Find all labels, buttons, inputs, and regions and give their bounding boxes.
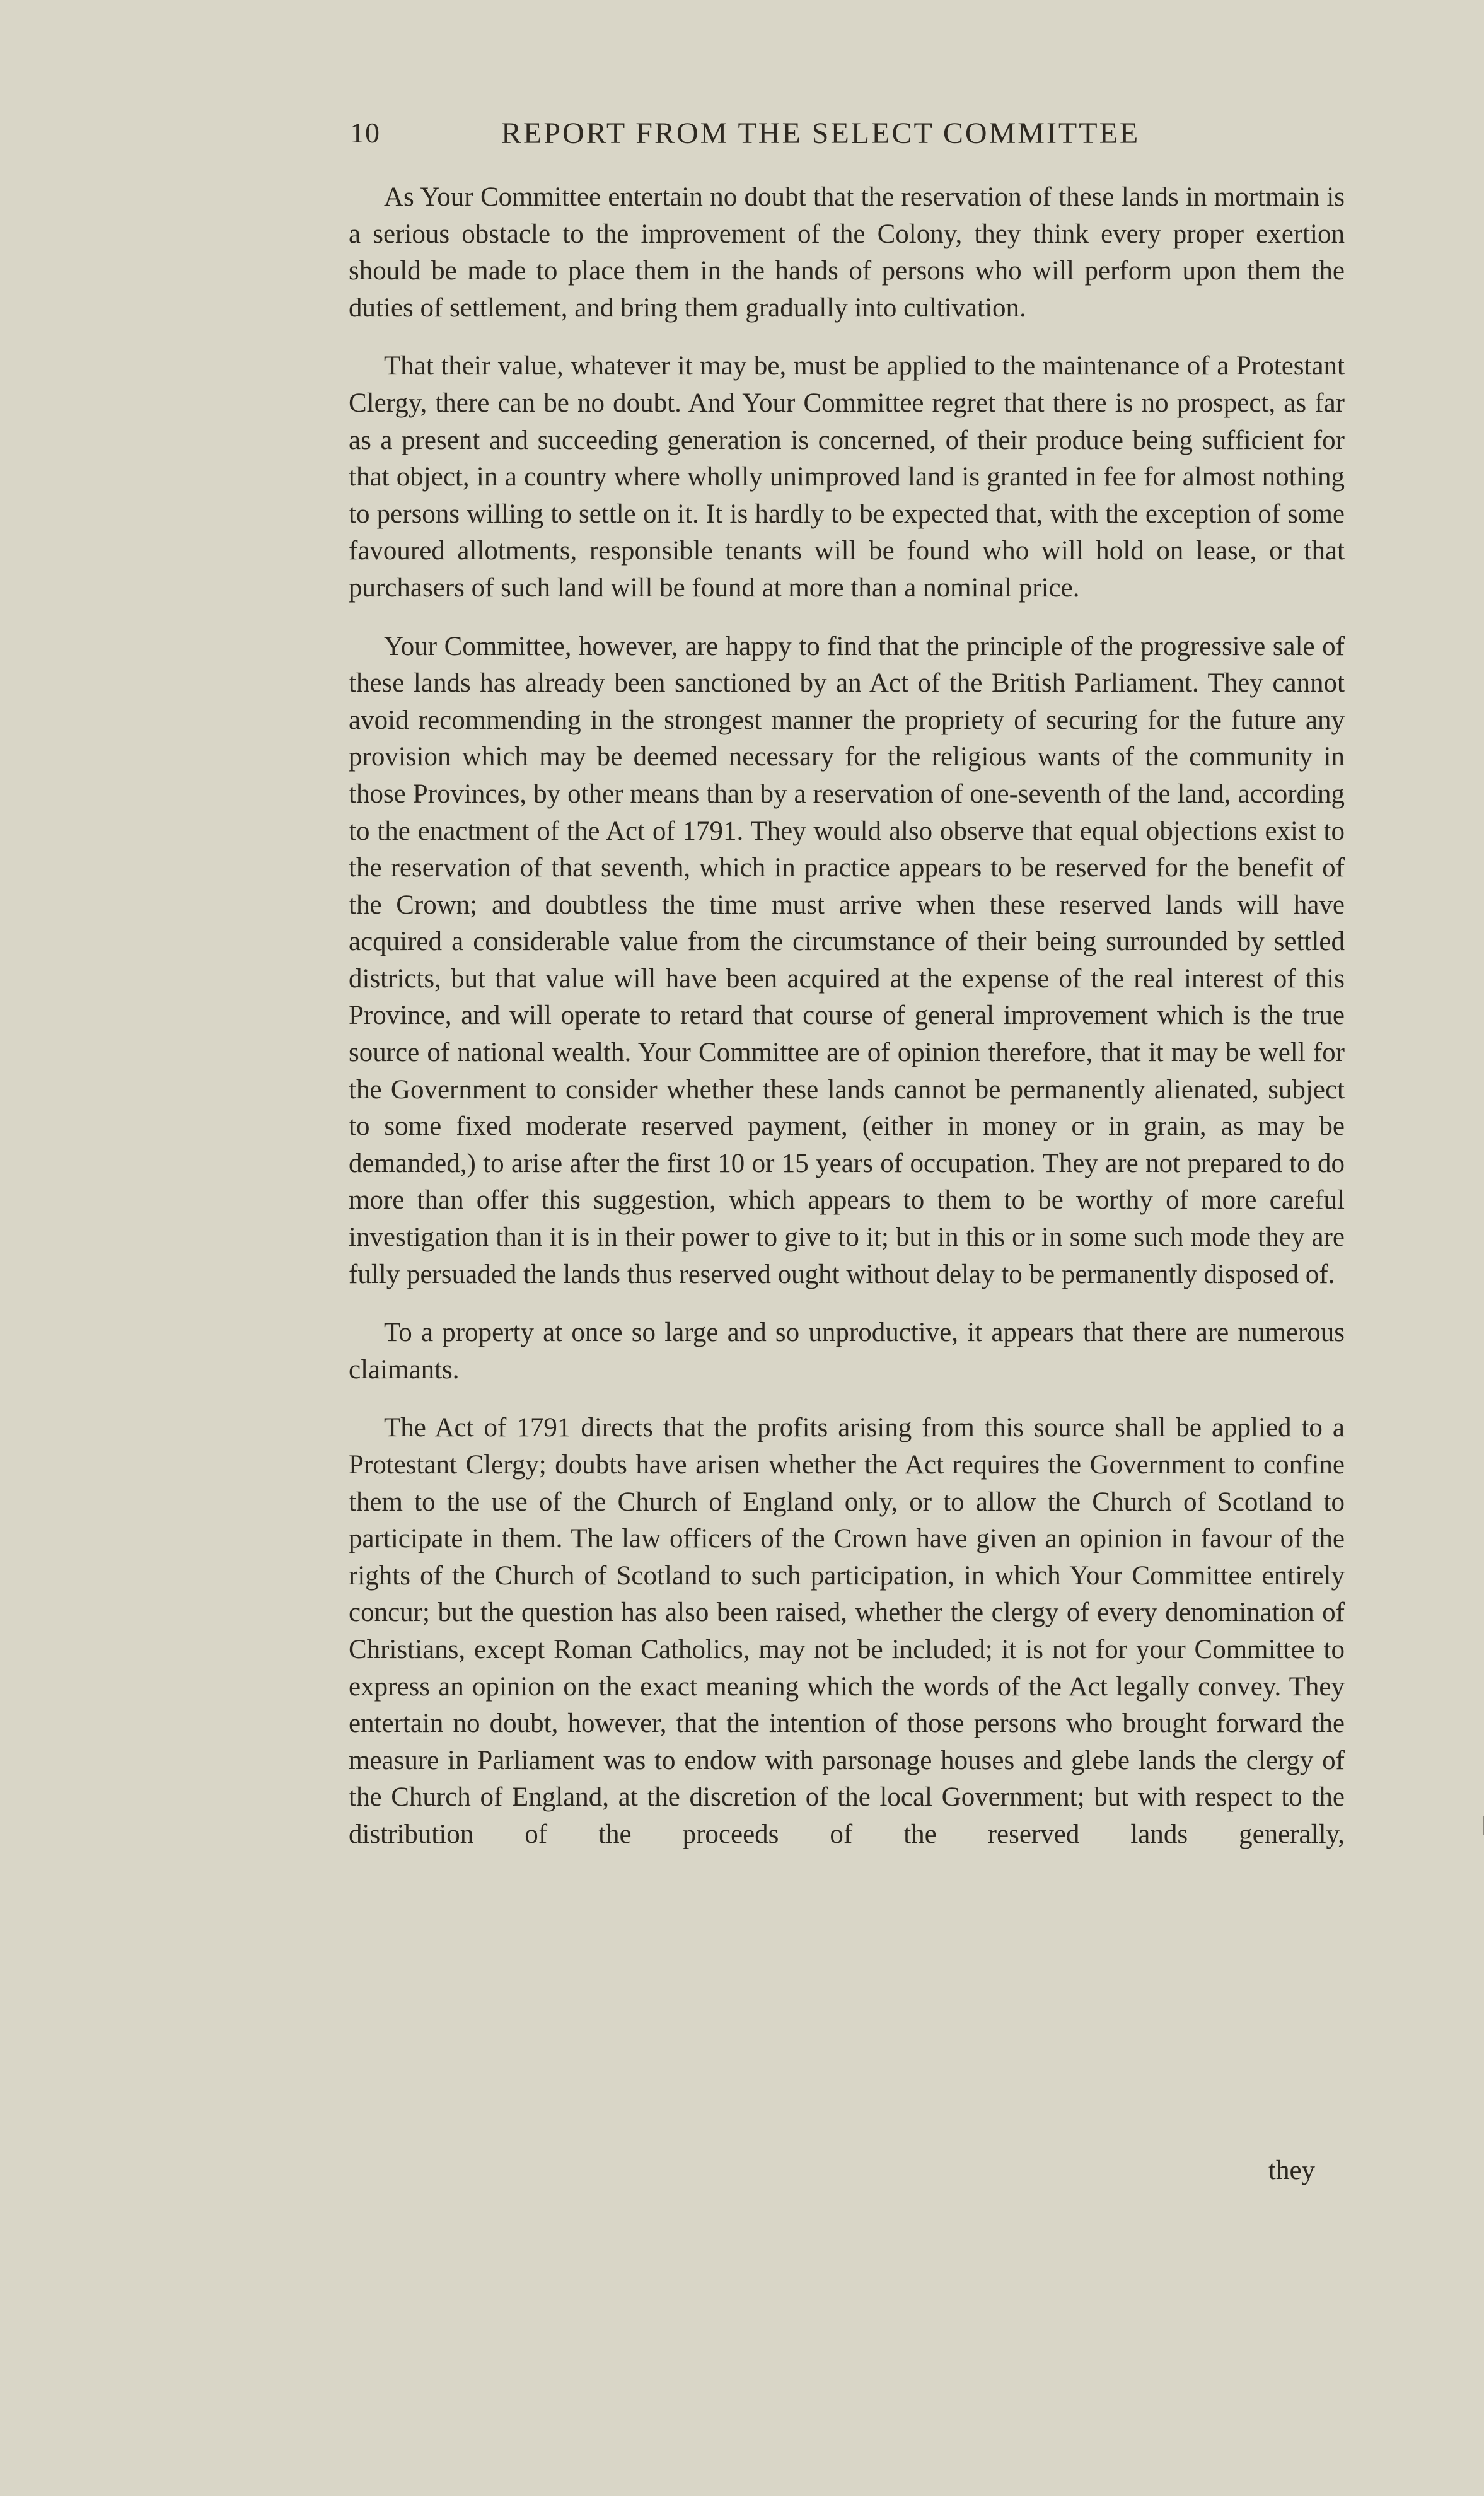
page-number: 10 bbox=[350, 117, 380, 149]
body-text bbox=[349, 179, 1345, 1875]
paragraph: Your Committee, however, are happy to find that the principle of the progressive sale of these lands has already been sanctioned by an Act of the British Parliament. They cannot avoid recommending in the strongest manner the propriety of securing for the future any provision which may be deemed necessary for the religious wants of the community in those Provinces, by other means than by a reservation of one-seventh of the land, according to the enactment of the Act of 1791. They would also observe that equal objections exist to the reservation of that seventh, which in practice appears to be reserved for the benefit of the Crown; and doubtless the time must arrive when these reserved lands will have acquired a considerable value from the circumstance of their being surrounded by settled districts, but that value will have been acquired at the expense of the real interest of this Province, and will operate to retard that course of general improvement which is the true source of national wealth. Your Committee are of opinion therefore, that it may be well for the Government to consider whether these lands cannot be permanently alienated, subject to some fixed moderate reserved payment, (either in money or in grain, as may be demanded,) to arise after the first 10 or 15 years of occupation. They are not prepared to do more than offer this suggestion, which appears to them to be worthy of more careful investigation than it is in their power to give to it; but in this or in some such mode they are fully persuaded the lands thus reserved ought without delay to be permanently disposed of. bbox=[349, 631, 1345, 1289]
paragraph: The Act of 1791 directs that the profits arising from this source shall be applied to a Protestant Clergy; doubts have arisen whether the Act requires the Government to confine them to the use of the Church of England only, or to allow the Church of Scotland to participate in them. The law officers of the Crown have given an opinion in favour of the rights of the Church of Scotland to such participation, in which Your Committee entirely concur; but the question has also been raised, whether the clergy of every denomination of Christians, except Roman Catholics, may not be included; it is not for your Committee to express an opinion on the exact meaning which the words of the Act legally convey. They entertain no doubt, however, that the intention of those persons who brought forward the measure in Parliament was to endow with parsonage houses and glebe lands the clergy of the Church of England, at the discretion of the local Government; but with respect to the distribution of the proceeds of the reserved lands generally, bbox=[349, 1413, 1345, 1849]
paragraph: To a property at once so large and so unproductive, it appears that there are numerous claimants. bbox=[349, 1318, 1345, 1384]
catchword: they bbox=[1268, 2156, 1316, 2185]
page-header bbox=[350, 116, 1346, 166]
running-title: REPORT FROM THE SELECT COMMITTEE bbox=[501, 117, 1140, 150]
paragraph: As Your Committee entertain no doubt that the reservation of these lands in mortmain is a serious obstacle to the improvement of the Colony, they think every proper exertion should be made to place them in the hands of persons who will perform upon them the duties of settlement, and bring them gradually into cultivation. bbox=[349, 182, 1345, 323]
paragraph: That their value, whatever it may be, must be applied to the maintenance of a Protestant Clergy, there can be no doubt. And Your Committee regret that there is no prospect, as far as a present and succeeding generation is concerned, of their produce being sufficient for that object, in a country where wholly unimproved land is granted in fee for almost nothing to persons willing to settle on it. It is hardly to be expected that, with the exception of some favoured allotments, responsible tenants will be found who will hold on lease, or that purchasers of such land will be found at more than a nominal price. bbox=[349, 351, 1345, 603]
